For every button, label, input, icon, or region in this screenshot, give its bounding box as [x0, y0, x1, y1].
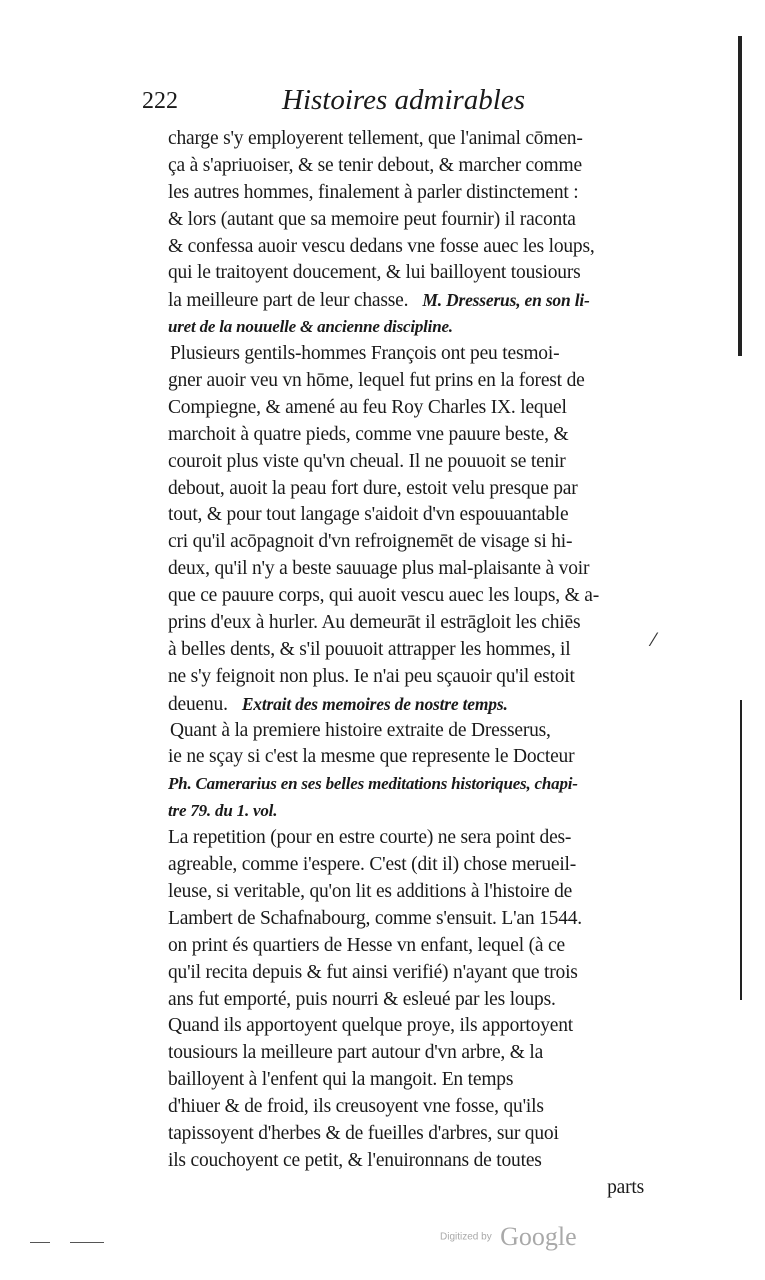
catchword: parts — [607, 1176, 644, 1198]
text-line: les autres hommes, finalement à parler distinctement : — [168, 181, 579, 203]
page-header — [142, 84, 562, 120]
text-line: ils couchoyent ce petit, & l'enuironnans de toutes — [168, 1149, 542, 1171]
watermark-prefix: Digitized by — [440, 1231, 492, 1243]
text-line: charge s'y employerent tellement, que l'animal cōmen- — [168, 128, 583, 149]
paragraph-start: Plusieurs gentils-hommes François ont peu tesmoi- — [170, 343, 560, 365]
text-line: ne s'y feignoit non plus. Ie n'ai peu sçauoir qu'il estoit — [168, 665, 575, 687]
text-line: ie ne sçay si c'est la mesme que represente le Docteur — [168, 746, 575, 768]
text-line: d'hiuer & de froid, ils creusoyent vne fosse, qu'ils — [168, 1096, 544, 1118]
text-line: cri qu'il acōpagnoit d'vn refroignemēt de visage si hi- — [168, 531, 573, 553]
footer-dash — [70, 1242, 104, 1243]
text-line: on print és quartiers de Hesse vn enfant, lequel (à ce — [168, 934, 565, 956]
text-line: gner auoir veu vn hōme, lequel fut prins en la forest de — [168, 370, 585, 392]
text-line: ça à s'apriuoiser, & se tenir debout, & marcher comme — [168, 154, 582, 176]
text-line: tousiours la meilleure part autour d'vn arbre, & la — [168, 1042, 544, 1064]
citation: Extrait des memoires de nostre temps. — [241, 693, 508, 714]
text-line: Lambert de Schafnabourg, comme s'ensuit. L'an 1544. — [168, 907, 582, 929]
text-line: Compiegne, & amené au feu Roy Charles IX. lequel — [168, 396, 567, 418]
text-fragment: deuenu. — [168, 693, 228, 715]
text-line: tapissoyent d'herbes & de fueilles d'arbres, sur quoi — [168, 1122, 559, 1144]
text-line: & confessa auoir vescu dedans vne fosse auec les loups, — [168, 235, 595, 257]
text-line: qu'il recita depuis & fut ainsi verifié) n'ayant que trois — [168, 961, 578, 983]
page-edge-mark — [738, 36, 742, 356]
text-line: agreable, comme i'espere. C'est (dit il) chose merueil- — [168, 854, 577, 876]
text-line: deux, qu'il n'y a beste sauuage plus mal-plaisante à voir — [168, 558, 590, 580]
body-text — [168, 126, 650, 1202]
text-line: Quand ils apportoyent quelque proye, ils apportoyent — [168, 1015, 573, 1037]
text-line: ans fut emporté, puis nourri & esleué par les loups. — [168, 988, 556, 1010]
citation-line: uret de la nouuelle & ancienne discipline. — [168, 317, 453, 337]
text-line: leuse, si veritable, qu'on lit es additions à l'histoire de — [168, 880, 573, 902]
text-line: qui le traitoyent doucement, & lui bailloyent tousiours — [168, 262, 581, 284]
text-line: & lors (autant que sa memoire peut fournir) il raconta — [168, 208, 576, 230]
page-edge-mark — [740, 700, 742, 1000]
text-line — [168, 691, 650, 718]
citation-line: tre 79. du 1. vol. — [168, 801, 278, 821]
text-line: bailloyent à l'enfent qui la mangoit. En temps — [168, 1069, 514, 1091]
margin-mark: ⁄ — [652, 630, 656, 651]
citation: M. Dresserus, en son li- — [422, 290, 590, 311]
running-title: Histoires admirables — [282, 84, 526, 116]
text-line: prins d'eux à hurler. Au demeurāt il estrāgloit les chiēs — [168, 612, 581, 634]
text-line: tout, & pour tout langage s'aidoit d'vn espouuantable — [168, 504, 569, 526]
footer-dash — [30, 1242, 50, 1243]
text-line: marchoit à quatre pieds, comme vne pauure beste, & — [168, 423, 569, 445]
paragraph-start: Quant à la premiere histoire extraite de Dresserus, — [170, 719, 551, 741]
paragraph-start: La repetition (pour en estre courte) ne sera point des- — [168, 827, 572, 849]
text-line: à belles dents, & s'il pouuoit attrapper les hommes, il — [168, 638, 571, 660]
digitized-watermark — [440, 1222, 577, 1252]
text-line: debout, auoit la peau fort dure, estoit velu presque par — [168, 477, 578, 499]
page-number: 222 — [142, 88, 178, 114]
text-line: que ce pauure corps, qui auoit vescu auec les loups, & a- — [168, 585, 599, 607]
citation-line: Ph. Camerarius en ses belles meditations historiques, chapi- — [168, 774, 578, 794]
watermark-brand: Google — [500, 1222, 577, 1251]
text-line: couroit plus viste qu'vn cheual. Il ne pouuoit se tenir — [168, 450, 566, 472]
text-line — [168, 287, 650, 314]
text-fragment: la meilleure part de leur chasse. — [168, 290, 409, 312]
